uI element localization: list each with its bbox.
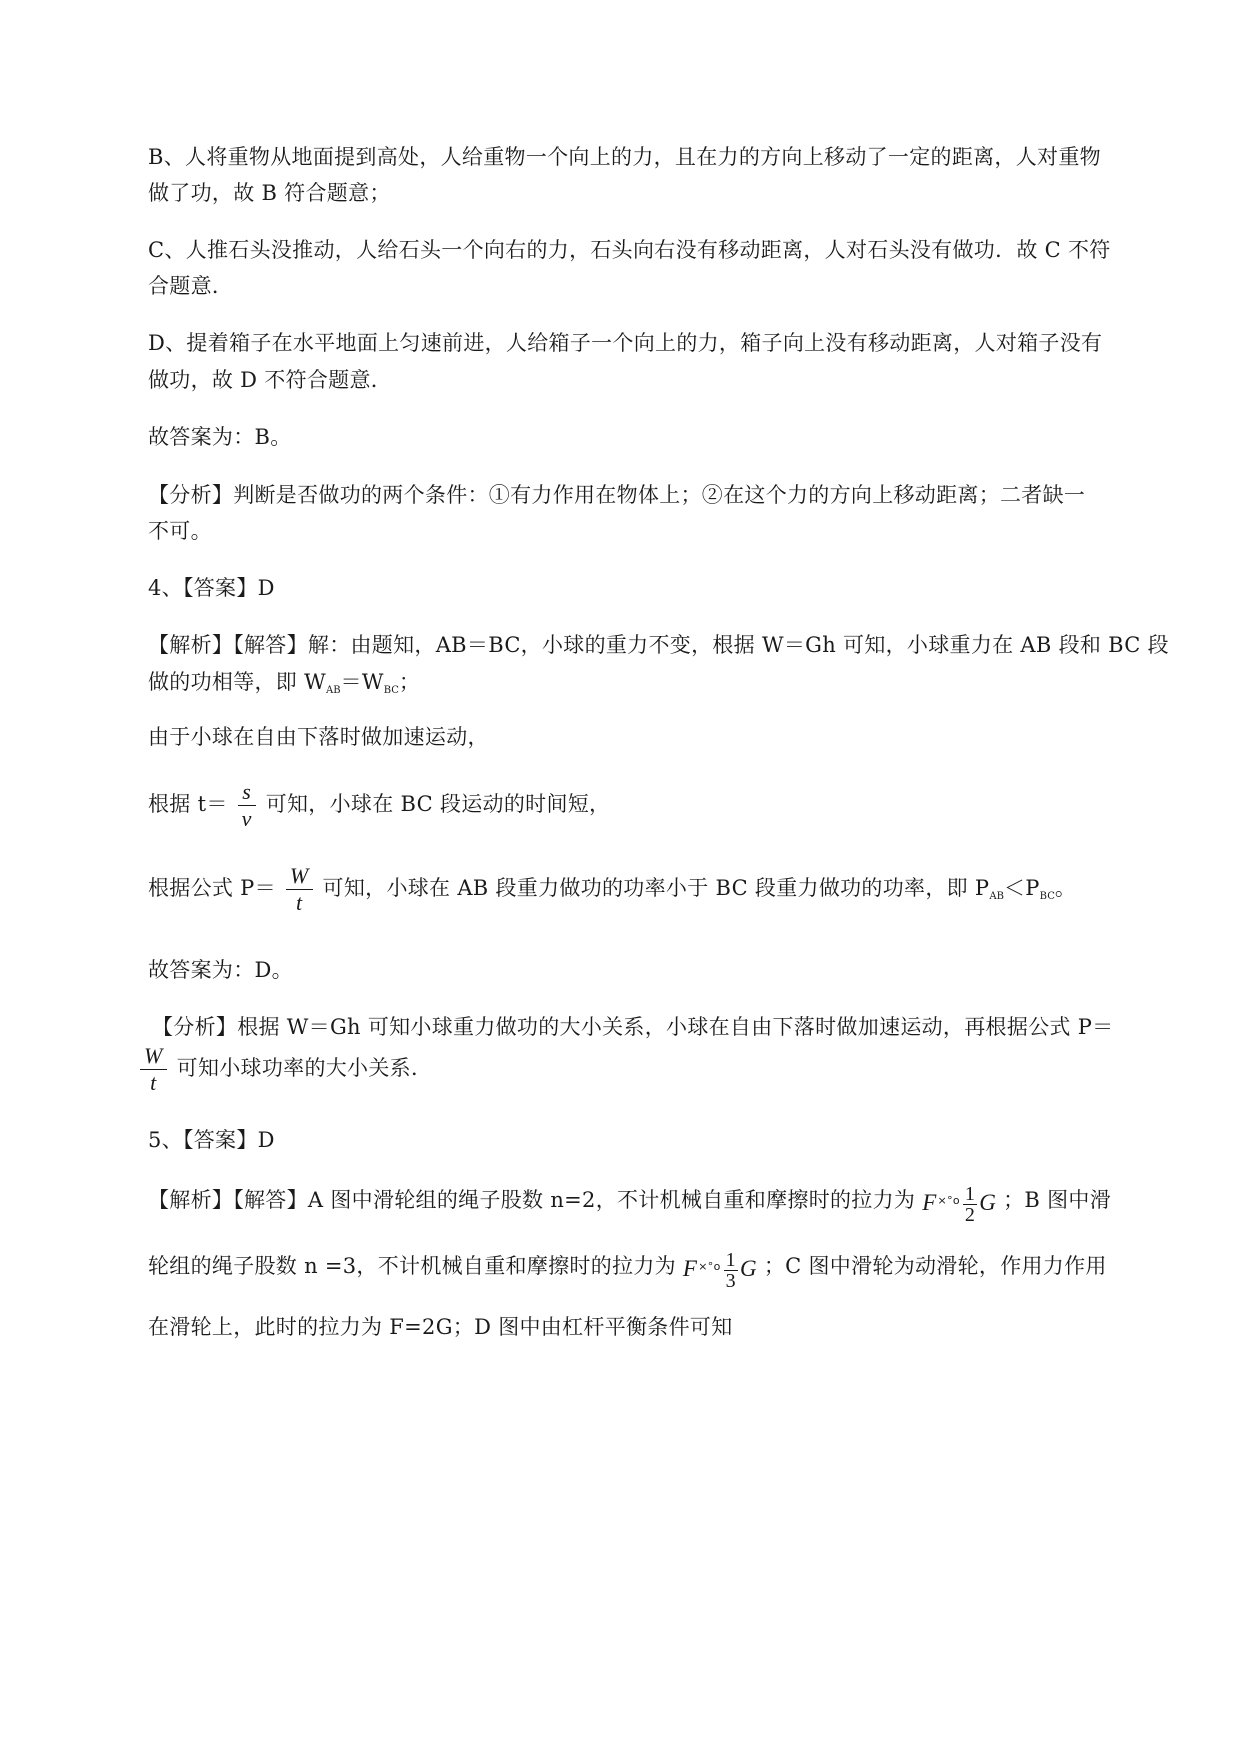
text-line: 【解析】【解答】解：由题知，AB＝BC，小球的重力不变，根据 W＝Gh 可知，小球重力在 AB 段和 BC 段 [148,633,1169,657]
text-segment: ；C 图中滑轮为动滑轮，作用力作用 [763,1254,1107,1278]
text-segment: ＜P [1003,876,1040,900]
text-line: 做了功，故 B 符合题意； [148,181,391,205]
garbled-symbol: ×°o [698,1259,721,1273]
text-segment: 可知小球功率的大小关系． [176,1056,433,1080]
subscript: AB [325,685,341,696]
symbol-g: G [979,1189,997,1215]
fraction-denominator: 3 [725,1269,736,1292]
formula-line [140,1040,432,1096]
text-line: 故答案为：D。 [148,958,293,982]
fraction-denominator: t [296,890,303,915]
text-segment: 可知，小球在 BC 段运动的时间短， [265,792,611,816]
answer-heading: 4、【答案】D [148,576,275,600]
garbled-symbol: ×°o [937,1193,960,1207]
fraction-one-half [963,1184,977,1225]
fraction-w-over-t [140,1043,167,1096]
text-segment: ； [398,670,421,694]
fraction-one-third [724,1250,738,1291]
text-line: 由于小球在自由下落时做加速运动， [148,725,489,749]
text-segment: 轮组的绳子股数 n =3，不计机械自重和摩擦时的拉力为 [148,1254,676,1278]
fraction-s-over-v [238,779,256,832]
text-segment: 。 [1054,876,1077,900]
formula-line [148,776,610,832]
text-line: C、人推石头没推动，人给石头一个向右的力，石头向右没有移动距离，人对石头没有做功．故 C 不符 [148,238,1111,262]
subscript: BC [1039,891,1055,902]
subscript: AB [989,891,1004,902]
text-segment: 根据 t＝ [148,792,228,816]
text-segment: 根据公式 P＝ [148,876,276,900]
fraction-numerator: 1 [964,1182,976,1205]
fraction-numerator: W [140,1043,167,1070]
text-segment: 做的功相等，即 W [148,670,326,694]
symbol-g: G [739,1255,757,1281]
text-segment: 【解析】【解答】A 图中滑轮组的绳子股数 n=2，不计机械自重和摩擦时的拉力为 [148,1188,916,1212]
fraction-numerator: s [238,779,256,806]
text-line: 合题意． [148,274,234,298]
formula-line [148,860,1076,925]
formula-line [148,1172,1111,1231]
fraction-numerator: W [286,863,313,890]
text-segment: ＝W [340,670,384,694]
formula-f-third-g [683,1239,757,1297]
text-line [148,667,420,706]
fraction-denominator: 2 [964,1203,976,1226]
fraction-numerator: 1 [725,1248,736,1271]
text-segment: ；B 图中滑 [1003,1188,1112,1212]
text-line: 做功，故 D 不符合题意． [148,368,393,392]
subscript: BC [383,685,399,696]
formula-line [148,1238,1107,1297]
text-line: D、提着箱子在水平地面上匀速前进，人给箱子一个向上的力，箱子向上没有移动距离，人对箱子没有 [148,331,1103,355]
text-line: 故答案为：B。 [148,425,292,449]
symbol-f: F [682,1255,698,1281]
analysis-line: 【分析】根据 W＝Gh 可知小球重力做功的大小关系，小球在自由下落时做加速运动，再根据公式 P＝ [152,1015,1114,1039]
fraction-w-over-t [286,863,313,916]
text-line: 在滑轮上，此时的拉力为 F=2G；D 图中由杠杆平衡条件可知 [148,1315,733,1339]
text-line: 不可。 [148,519,212,543]
formula-f-half-g [922,1173,996,1231]
symbol-f: F [922,1189,937,1215]
fraction-denominator: v [241,806,252,831]
answer-heading: 5、【答案】D [148,1128,275,1152]
text-segment: 可知，小球在 AB 段重力做功的功率小于 BC 段重力做功的功率，即 P [322,876,990,900]
text-line: B、人将重物从地面提到高处，人给重物一个向上的力，且在力的方向上移动了一定的距离，人对重物 [148,145,1101,169]
analysis-line: 【分析】判断是否做功的两个条件：①有力作用在物体上；②在这个力的方向上移动距离；二者缺一 [148,483,1086,507]
fraction-denominator: t [150,1070,157,1095]
